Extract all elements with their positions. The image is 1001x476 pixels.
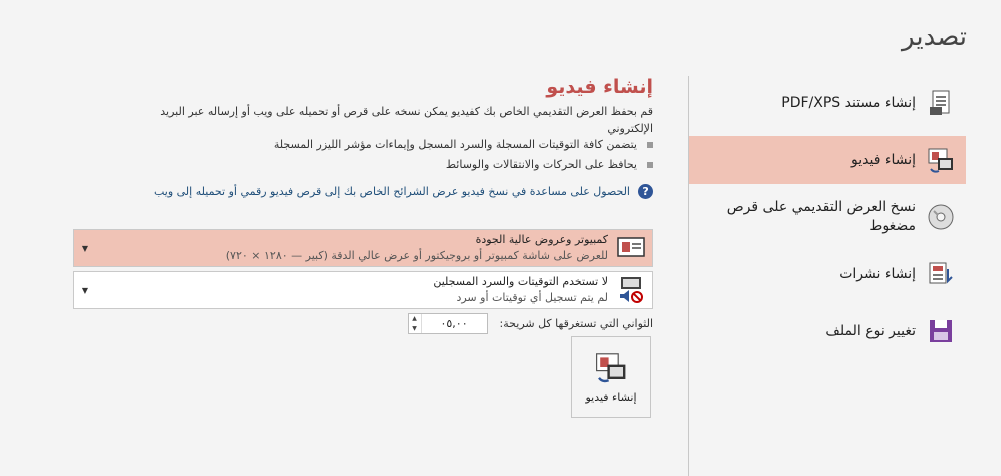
seconds-per-slide-value[interactable]: ٠٥,٠٠ bbox=[440, 317, 468, 330]
video-quality-dropdown[interactable] bbox=[73, 229, 653, 267]
cd-disc-icon bbox=[926, 202, 956, 232]
bullet-text: يتضمن كافة التوقيتات المسجلة والسرد المسجل وإيماءات مؤشر الليزر المسجلة bbox=[273, 138, 637, 151]
section-title: إنشاء فيديو bbox=[546, 76, 653, 98]
handouts-icon bbox=[926, 259, 956, 289]
seconds-per-slide-label: الثواني التي تستغرقها كل شريحة: bbox=[499, 317, 653, 330]
dropdown-subtitle: للعرض على شاشة كمبيوتر أو بروجيكتور أو عرض عالي الدقة (كبير — ١٢٨٠ × ٧٢٠) bbox=[225, 249, 608, 262]
nav-item-package-cd[interactable] bbox=[689, 194, 966, 240]
nav-item-create-video[interactable] bbox=[689, 136, 966, 184]
spinner-down-arrow-icon[interactable]: ▼ bbox=[412, 324, 417, 332]
bullet-marker bbox=[647, 142, 653, 148]
help-icon[interactable]: ? bbox=[638, 184, 653, 199]
create-video-button-label: إنشاء فيديو bbox=[585, 391, 637, 404]
timings-narration-dropdown[interactable] bbox=[73, 271, 653, 309]
create-video-icon bbox=[926, 145, 956, 175]
chevron-down-icon: ▼ bbox=[81, 285, 89, 295]
page-title: تصدير bbox=[901, 22, 967, 52]
nav-item-create-pdf-xps[interactable] bbox=[689, 84, 966, 122]
seconds-per-slide-row bbox=[408, 313, 653, 334]
bullet-text: يحافظ على الحركات والانتقالات والوسائط bbox=[445, 158, 637, 171]
help-row bbox=[154, 184, 653, 199]
create-video-button[interactable] bbox=[571, 336, 651, 418]
section-description: قم بحفظ العرض التقديمي الخاص بك كفيديو يمكن نسخه على قرص أو تحميله على ويب أو إرساله عبر البريد الإلكتروني bbox=[160, 105, 653, 135]
pdf-xps-document-icon bbox=[926, 88, 956, 118]
bullet-item bbox=[446, 158, 653, 171]
monitor-presentation-icon bbox=[616, 233, 646, 263]
nav-item-label: نسخ العرض التقديمي على قرص مضغوط bbox=[726, 199, 916, 234]
dropdown-title: كمبيوتر وعروض عالية الجودة bbox=[475, 233, 608, 246]
nav-item-label: إنشاء فيديو bbox=[851, 151, 916, 168]
dropdown-title: لا تستخدم التوقيتات والسرد المسجلين bbox=[433, 275, 608, 288]
spinner-up-arrow-icon[interactable]: ▲ bbox=[412, 315, 417, 322]
bullet-marker bbox=[647, 162, 653, 168]
spinner-arrows bbox=[409, 314, 422, 333]
nav-item-label: إنشاء نشرات bbox=[839, 265, 916, 282]
nav-item-label: تغيير نوع الملف bbox=[825, 322, 916, 339]
help-link[interactable]: الحصول على مساعدة في نسخ فيديو عرض الشرائح الخاص بك إلى قرص فيديو رقمي أو تحميله إلى ويب bbox=[153, 185, 630, 198]
create-video-icon bbox=[593, 349, 629, 385]
save-file-type-icon bbox=[926, 316, 956, 346]
chevron-down-icon: ▼ bbox=[81, 243, 89, 253]
nav-item-label: إنشاء مستند PDF/XPS bbox=[781, 94, 916, 111]
bullet-item bbox=[274, 138, 653, 151]
dropdown-subtitle: لم يتم تسجيل أي توقيتات أو سرد bbox=[456, 291, 608, 304]
nav-item-change-file-type[interactable] bbox=[689, 312, 966, 350]
seconds-per-slide-spinner[interactable] bbox=[408, 313, 488, 334]
no-narration-icon bbox=[616, 275, 646, 305]
nav-item-create-handouts[interactable] bbox=[689, 256, 966, 292]
